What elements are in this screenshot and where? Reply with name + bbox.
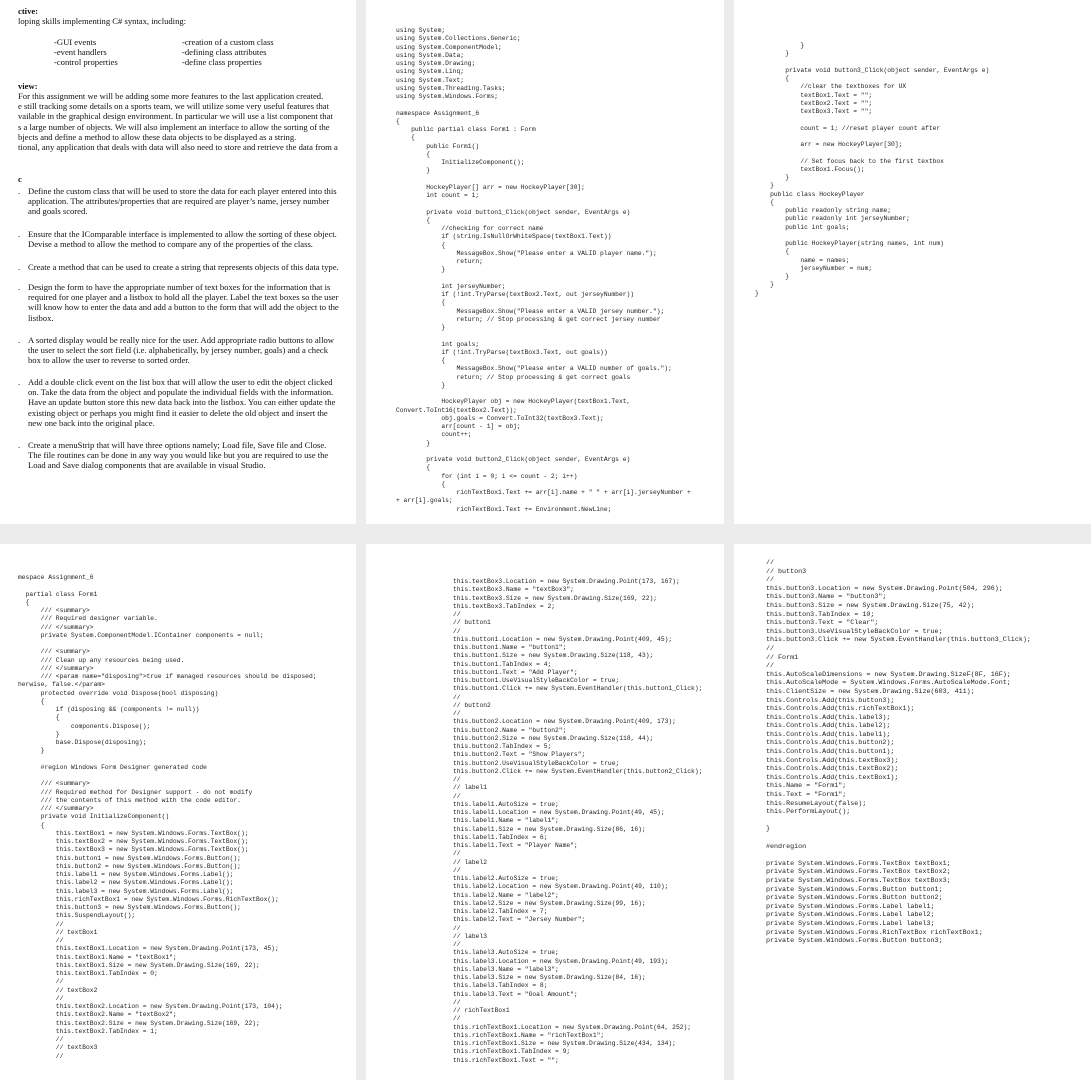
task-line: Ensure that the IComparable interface is implemented to allow the sorting of these object. (28, 229, 337, 239)
task-bullet: . (18, 229, 21, 239)
task-line: box to allow the user to reverse to sorted order. (28, 355, 190, 366)
tasks-heading: c (18, 174, 22, 184)
skills-column-2 (182, 37, 274, 68)
task-item (18, 262, 356, 272)
task-bullet: . (18, 377, 21, 387)
overview-line: bjects and define a method to allow these data objects to be displayed as a string. (18, 131, 297, 142)
task-line: existing object or perhaps you might find it easier to delete the old object and insert the (28, 407, 328, 418)
skill-item: -control properties (54, 57, 118, 68)
task-line: Devise a method to allow the method to compare any of the properties of the class. (28, 239, 313, 250)
code-block: // // button3 // this.button3.Location = new System.Drawing.Point(504, 296); this.button3.Name = "button3"; this.button3.Size = new System.Drawing.Size(75, 42); this.button3.TabIndex = 10; this.button3.Text = "Clear"; this.button3.UseVisualStyleBackColor = true; this.button3.Click += new System.EventHandler(this.button3_Click); // // Form1 // this.AutoScaleDimensions = new System.Drawing.SizeF(8F, 16F); this.AutoScaleMode = System.Windows.Forms.AutoScaleMode.Font; this.ClientSize = new System.Drawing.Size(603, 411); this.Controls.Add(this.button3); this.Controls.Add(this.richTextBox1); this.Controls.Add(this.label3); this.Controls.Add(this.label2); this.Controls.Add(this.label1); this.Controls.Add(this.button2); this.Controls.Add(this.button1); this.Controls.Add(this.textBox3); this.Controls.Add(this.textBox2); this.Controls.Add(this.textBox1); this.Name = "Form1"; this.Text = "Form1"; this.ResumeLayout(false); this.PerformLayout(); } #endregion private System.Windows.Forms.TextBox textBox1; private System.Windows.Forms.TextBox textBox2; private System.Windows.Forms.TextBox textBox3; private System.Windows.Forms.Button button1; private System.Windows.Forms.Button button2; private System.Windows.Forms.Label label1; private System.Windows.Forms.Label label2; private System.Windows.Forms.Label label3; private System.Windows.Forms.RichTextBox richTextBox1; private System.Windows.Forms.Button button3; (766, 559, 1031, 946)
task-line: application. The attributes/properties that are required are player’s name, jersey number (28, 196, 330, 207)
task-line: Create a method that can be used to create a string that represents objects of this data type. (28, 262, 339, 272)
overview-paragraph (18, 91, 356, 152)
overview-line: For this assignment we will be adding some more features to the last application created. (18, 91, 324, 101)
task-line: Load and Save dialog components that are available in visual Studio. (28, 460, 266, 471)
task-line: Design the form to have the appropriate number of text boxes for the information that is (28, 282, 331, 292)
task-line: Have an update button store this new data back into the listbox. You can either update the (28, 397, 336, 408)
skill-item: -GUI events (54, 37, 97, 47)
code-page-designer-end (734, 544, 1091, 1080)
code-block: using System; using System.Collections.Generic; using System.ComponentModel; using System.Data; using System.Drawing; using System.Linq; using System.Text; using System.Threading.Tasks; using System.Windows.Forms; namespace Assignment_6 { public partial class Form1 : Form { public Form1() { InitializeComponent(); } HockeyPlayer[] arr = new HockeyPlayer[30]; int count = 1; private void button1_Click(object sender, EventArgs e) { //checking for correct name if (string.IsNullOrWhiteSpace(textBox1.Text)) { MessageBox.Show("Please enter a VALID player name."); return; } int jerseyNumber; if (!int.TryParse(textBox2.Text, out jerseyNumber)) { MessageBox.Show("Please enter a VALID jersey number."); return; // Stop processing & get correct jersey number } int goals; if (!int.TryParse(textBox3.Text, out goals)) { MessageBox.Show("Please enter a VALID number of goals."); return; // Stop processing & get correct goals } HockeyPlayer obj = new HockeyPlayer(textBox1.Text, Convert.ToInt16(textBox2.Text)); obj.goals = Convert.ToInt32(textBox3.Text); arr[count - 1] = obj; count++; } private void button2_Click(object sender, EventArgs e) { for (int i = 0; i <= count - 2; i++) { richTextBox1.Text += arr[i].name + " " + arr[i].jerseyNumber + + arr[i].goals; richTextBox1.Text += Environment.NewLine; (396, 27, 691, 513)
overview-line: s a large number of objects. We will also implement an interface to allow the sorting of the (18, 121, 330, 132)
code-block: mespace Assignment_6 partial class Form1 { /// <summary> /// Required designer variable. /// </summary> private System.ComponentModel.IContainer components = null; /// <summary> /// Clean up any resources being used. /// </summary> /// <param name="disposing">true if managed resources should be disposed; herwise, false.</param> protected override void Dispose(bool disposing) { if (disposing && (components != null)) { components.Dispose(); } base.Dispose(disposing); } #region Windows Form Designer generated code /// <summary> /// Required method for Designer support - do not modify /// the contents of this method with the code editor. /// </summary> private void InitializeComponent() { this.textBox1 = new System.Windows.Forms.TextBox(); this.textBox2 = new System.Windows.Forms.TextBox(); this.textBox3 = new System.Windows.Forms.TextBox(); this.button1 = new System.Windows.Forms.Button(); this.button2 = new System.Windows.Forms.Button(); this.label1 = new System.Windows.Forms.Label(); this.label2 = new System.Windows.Forms.Label(); this.label3 = new System.Windows.Forms.Label(); this.richTextBox1 = new System.Windows.Forms.RichTextBox(); this.button3 = new System.Windows.Forms.Button(); this.SuspendLayout(); // // textBox1 // this.textBox1.Location = new System.Drawing.Point(173, 45); this.textBox1.Name = "textBox1"; this.textBox1.Size = new System.Drawing.Size(169, 22); this.textBox1.TabIndex = 0; // // textBox2 // this.textBox2.Location = new System.Drawing.Point(173, 104); this.textBox2.Name = "textBox2"; this.textBox2.Size = new System.Drawing.Size(169, 22); this.textBox2.TabIndex = 1; // // textBox3 // (18, 574, 317, 1060)
objective-heading: ctive: (18, 6, 39, 16)
task-line: the user to select the sort field (i.e. alphabetically, by jersey number, goals) and a check (28, 345, 329, 356)
task-item (18, 335, 356, 366)
task-bullet: . (18, 335, 21, 345)
code-block: this.textBox3.Location = new System.Drawing.Point(173, 167); this.textBox3.Name = "textBox3"; this.textBox3.Size = new System.Drawing.Size(169, 22); this.textBox3.TabIndex = 2; // // button1 // this.button1.Location = new System.Drawing.Point(409, 45); this.button1.Name = "button1"; this.button1.Size = new System.Drawing.Size(118, 43); this.button1.TabIndex = 4; this.button1.Text = "Add Player"; this.button1.UseVisualStyleBackColor = true; this.button1.Click += new System.EventHandler(this.button1_Click); // // button2 // this.button2.Location = new System.Drawing.Point(409, 173); this.button2.Name = "button2"; this.button2.Size = new System.Drawing.Size(118, 44); this.button2.TabIndex = 5; this.button2.Text = "Show Players"; this.button2.UseVisualStyleBackColor = true; this.button2.Click += new System.EventHandler(this.button2_Click); // // label1 // this.label1.AutoSize = true; this.label1.Location = new System.Drawing.Point(49, 45); this.label1.Name = "label1"; this.label1.Size = new System.Drawing.Size(86, 16); this.label1.TabIndex = 6; this.label1.Text = "Player Name"; // // label2 // this.label2.AutoSize = true; this.label2.Location = new System.Drawing.Point(49, 110); this.label2.Name = "label2"; this.label2.Size = new System.Drawing.Size(99, 16); this.label2.TabIndex = 7; this.label2.Text = "Jersey Number"; // // label3 // this.label3.AutoSize = true; this.label3.Location = new System.Drawing.Point(49, 193); this.label3.Name = "label3"; this.label3.Size = new System.Drawing.Size(84, 16); this.label3.TabIndex = 8; this.label3.Text = "Goal Amount"; // // richTextBox1 // this.richTextBox1.Location = new System.Drawing.Point(64, 252); this.richTextBox1.Name = "richTextBox1"; this.richTextBox1.Size = new System.Drawing.Size(434, 134); this.richTextBox1.TabIndex = 9; this.richTextBox1.Text = ""; (453, 578, 703, 1064)
task-line: Create a menuStrip that will have three options namely; Load file, Save file and Close. (28, 440, 327, 450)
task-item (18, 282, 356, 323)
task-line: The file routines can be done in any way you would like but you are required to use the (28, 450, 329, 461)
code-page-form1-continued (734, 0, 1091, 524)
task-bullet: . (18, 186, 21, 196)
assignment-page (0, 0, 356, 524)
task-item (18, 229, 356, 249)
task-line: new one back into the original place. (28, 417, 155, 428)
task-line: Define the custom class that will be used to store the data for each player entered into this (28, 186, 337, 196)
task-line: Add a double click event on the list box that will allow the user to edit the object clicked (28, 377, 333, 387)
task-bullet: . (18, 262, 21, 272)
skill-item: -defining class attributes (182, 47, 267, 58)
code-page-designer-continued (366, 544, 724, 1080)
code-page-designer (0, 544, 356, 1080)
task-line: listbox. (28, 312, 54, 323)
task-line: A sorted display would be really nice for the user. Add appropriate radio buttons to allow (28, 335, 334, 345)
code-block: } } private void button3_Click(object sender, EventArgs e) { //clear the textboxes for UX textBox1.Text = ""; textBox2.Text = ""; textBox3.Text = ""; count = 1; //reset player count after arr = new HockeyPlayer[30]; // Set focus back to the first textbox textBox1.Focus(); } } public class HockeyPlayer { public readonly string name; public readonly int jerseyNumber; public int goals; public HockeyPlayer(string names, int num) { name = names; jerseyNumber = num; } } } (755, 42, 990, 297)
task-line: required for one player and a listbox to hold all the player. Label the text boxes so the user (28, 292, 339, 303)
task-line: will know how to enter the data and add a button to the form that will add the object to the (28, 302, 339, 313)
skill-item: -creation of a custom class (182, 37, 274, 47)
task-item (18, 186, 356, 217)
overview-line: tional, any application that deals with data will also need to store and retrieve the data from a (18, 142, 338, 153)
overview-line: e still tracking some details on a sports team, we will utilize some very useful features that (18, 101, 329, 112)
task-line: on. Take the data from the object and populate the individual fields with the information. (28, 387, 334, 398)
task-item (18, 440, 356, 471)
skill-item: -define class properties (182, 57, 262, 68)
code-page-form1 (366, 0, 724, 524)
overview-heading: view: (18, 81, 38, 91)
task-bullet: . (18, 440, 21, 450)
task-line: and goals scored. (28, 206, 88, 217)
objective-text: loping skills implementing C# syntax, including: (18, 16, 187, 26)
overview-line: vailable in the graphical design environment. In particular we will use a list component that (18, 111, 333, 122)
skill-item: -event handlers (54, 47, 107, 58)
task-bullet: . (18, 282, 21, 292)
task-item (18, 377, 356, 428)
skills-column-1 (54, 37, 118, 68)
